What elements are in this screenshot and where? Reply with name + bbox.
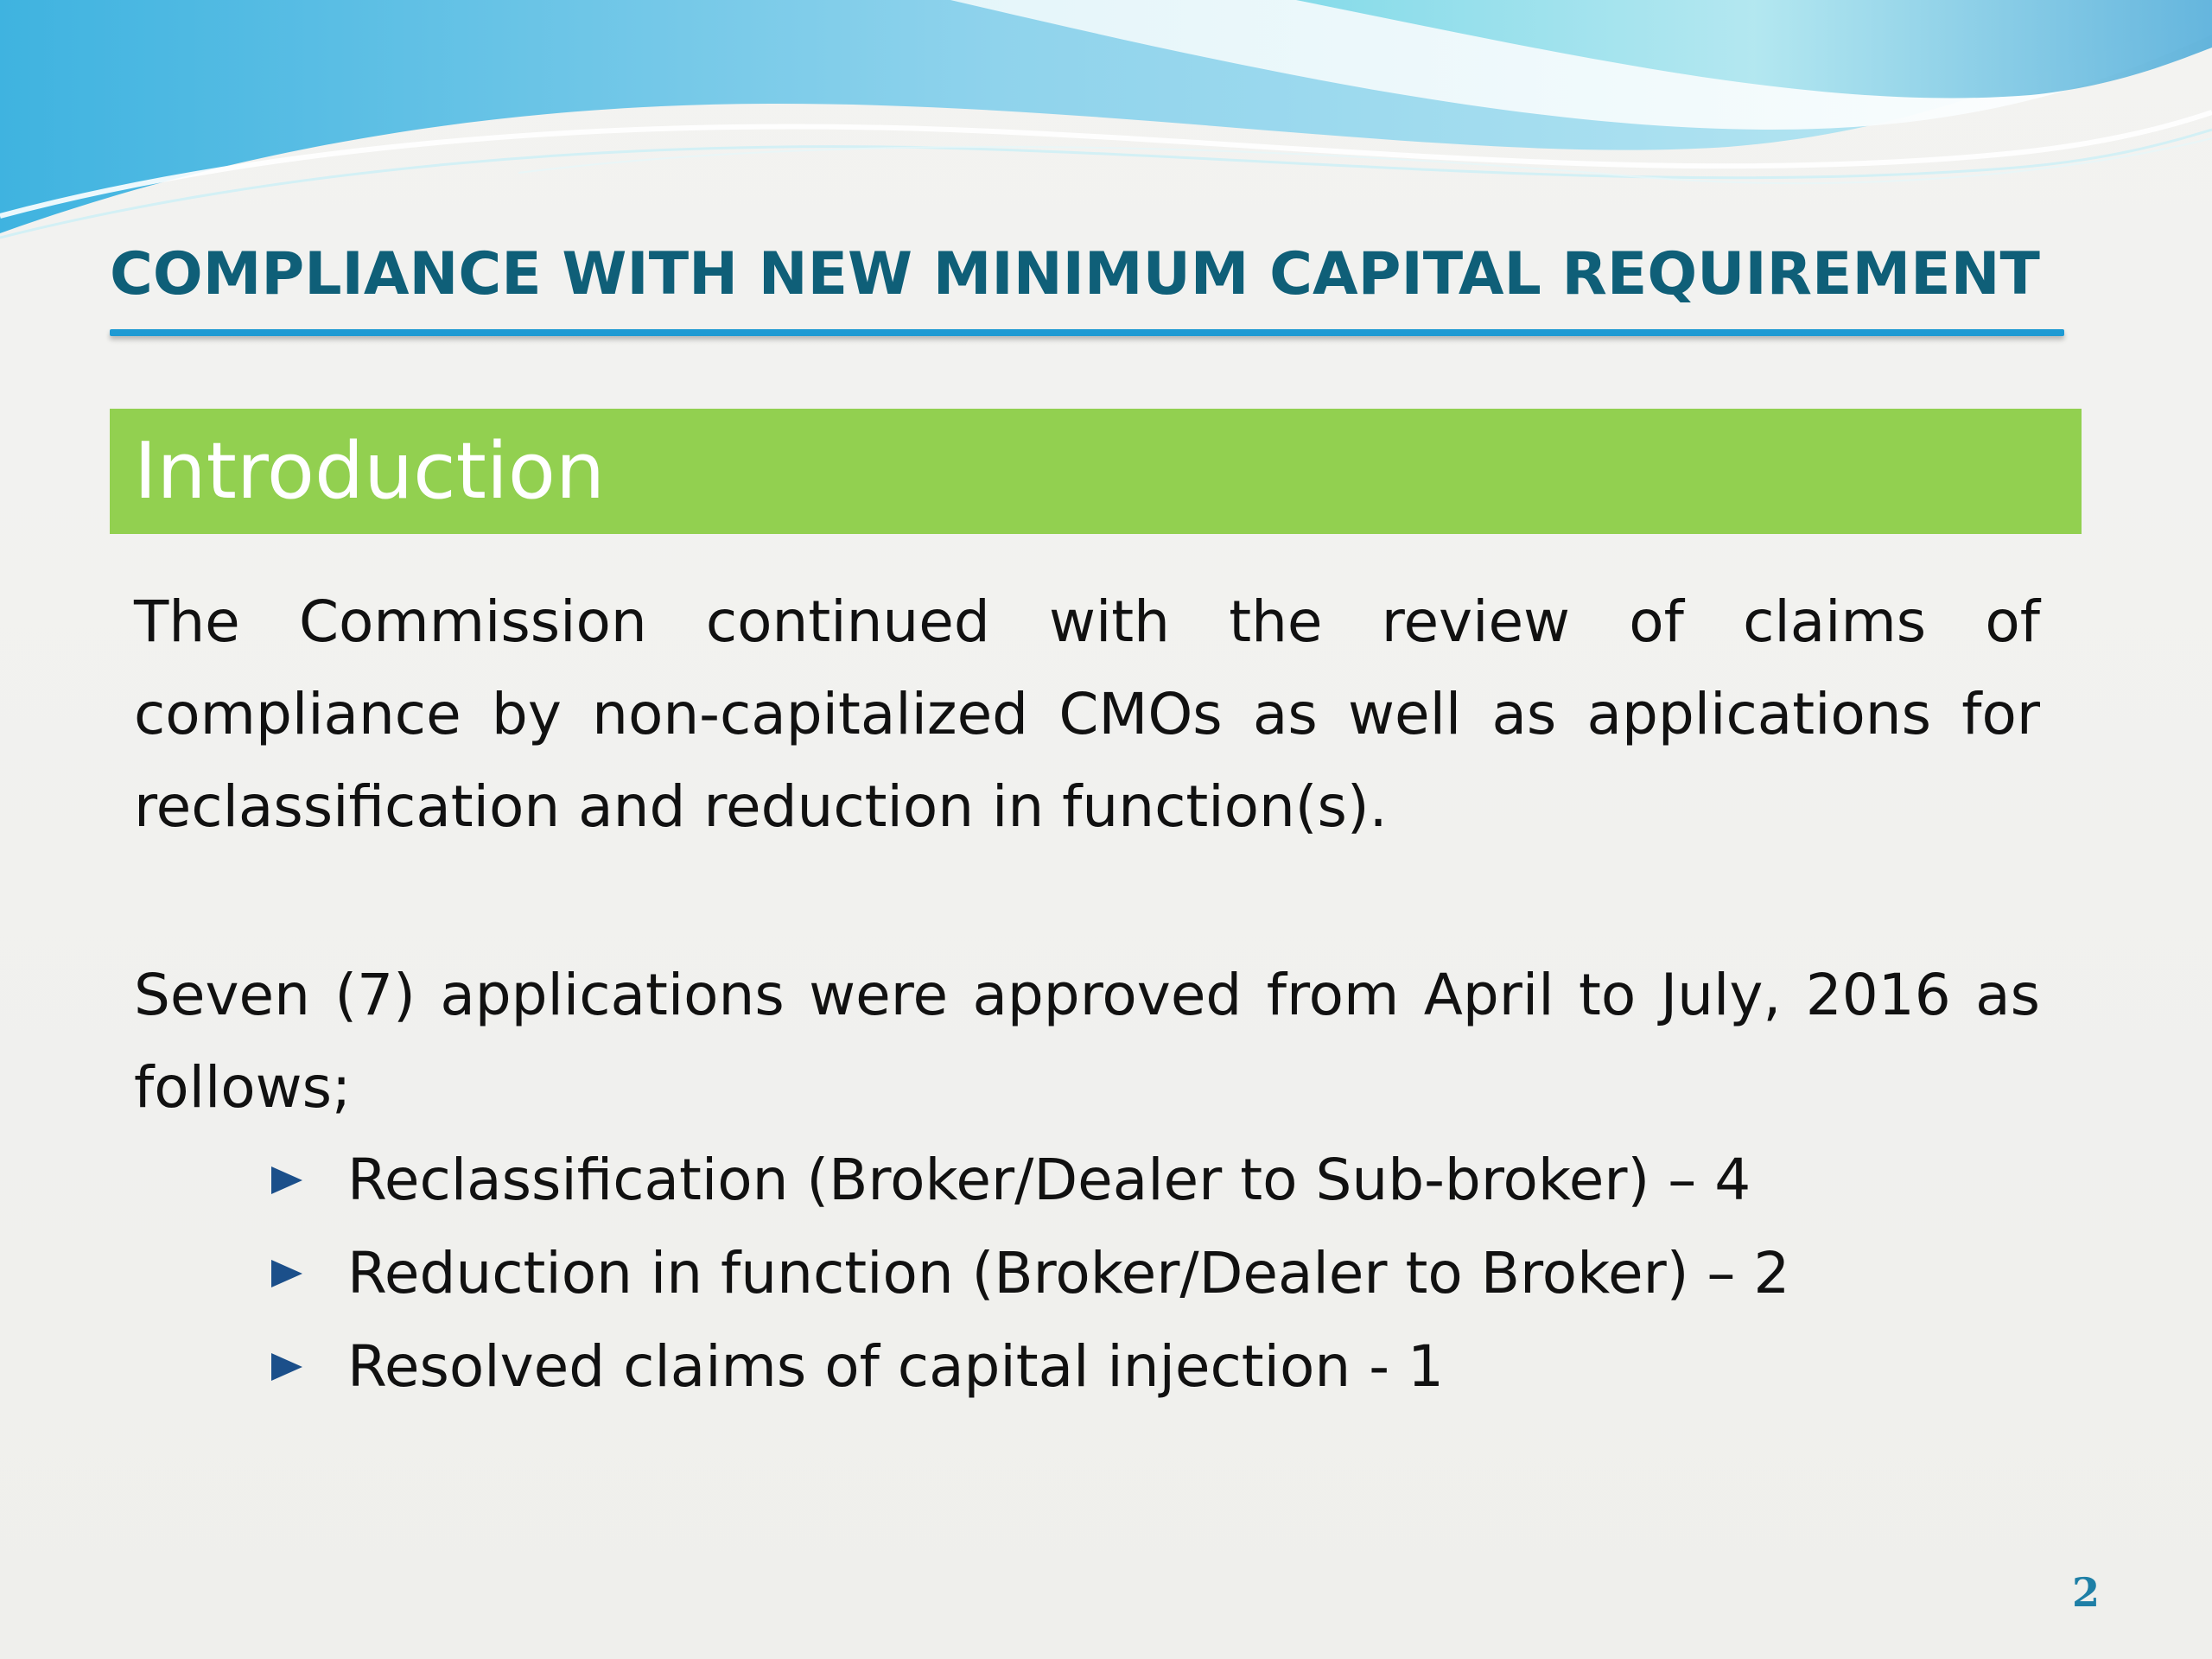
list-item-label: Resolved claims of capital injection - 1 xyxy=(347,1333,1444,1400)
page-number: 2 xyxy=(2071,1569,2100,1616)
list-item xyxy=(268,1227,1789,1320)
slide-title: COMPLIANCE WITH NEW MINIMUM CAPITAL REQUIREMENT xyxy=(110,240,2040,308)
intro-paragraph: The Commission continued with the review of claims of compliance by non-capitalized CMOs as well as applications for reclassification and reduction in function(s). xyxy=(134,588,2040,840)
section-heading: Introduction xyxy=(134,426,606,517)
triangle-bullet-icon xyxy=(268,1350,306,1384)
title-underline xyxy=(110,329,2064,336)
triangle-bullet-icon xyxy=(268,1163,306,1198)
list-item-label: Reduction in function (Broker/Dealer to Broker) – 2 xyxy=(347,1240,1790,1306)
list-item-label: Reclassification (Broker/Dealer to Sub-broker) – 4 xyxy=(347,1147,1751,1213)
list-item xyxy=(268,1320,1789,1414)
approvals-paragraph: Seven (7) applications were approved from April to July, 2016 as follows; xyxy=(134,962,2040,1121)
section-banner xyxy=(110,409,2082,534)
approvals-list xyxy=(268,1134,1789,1414)
triangle-bullet-icon xyxy=(268,1256,306,1291)
list-item xyxy=(268,1134,1789,1227)
